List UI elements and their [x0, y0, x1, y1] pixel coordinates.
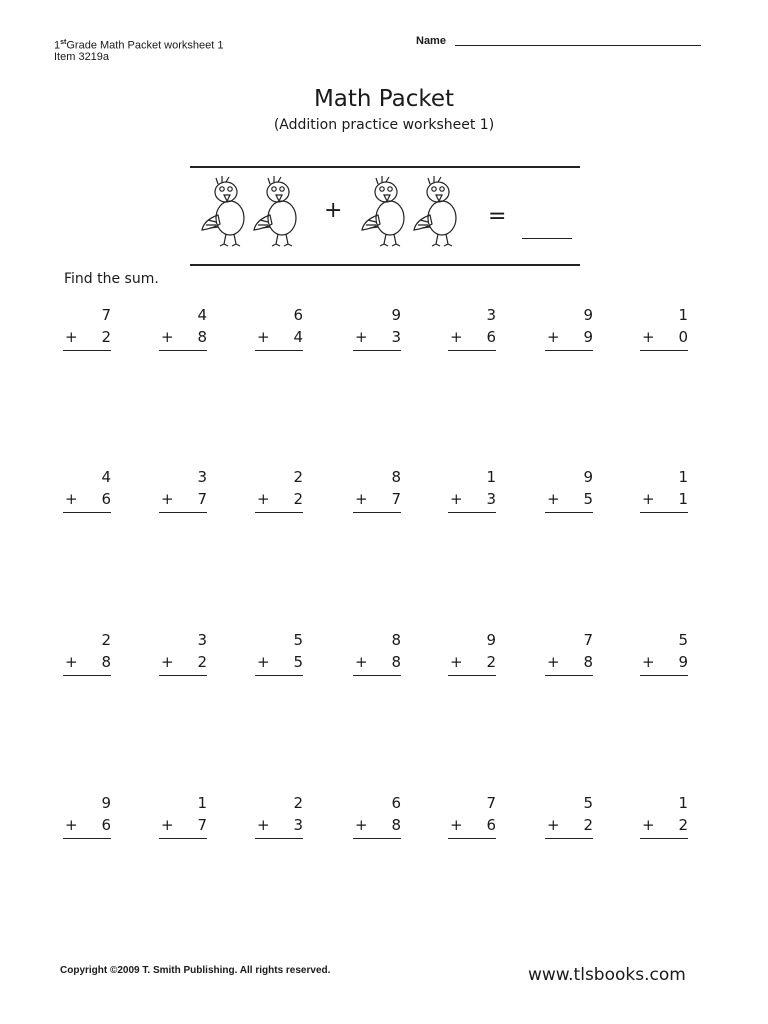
plus-operator: + — [450, 816, 463, 834]
problem-bottom-line — [63, 488, 111, 510]
problem-top-number: 6 — [293, 306, 303, 324]
plus-operator: + — [257, 653, 270, 671]
answer-line[interactable] — [448, 512, 496, 513]
answer-line[interactable] — [63, 350, 111, 351]
problem-top-number: 9 — [101, 794, 111, 812]
plus-operator: + — [161, 328, 174, 346]
answer-line[interactable] — [255, 512, 303, 513]
answer-line[interactable] — [159, 675, 207, 676]
plus-operator: + — [355, 816, 368, 834]
problem-top-number: 1 — [486, 468, 496, 486]
problem-bottom-line — [640, 488, 688, 510]
answer-line[interactable] — [640, 350, 688, 351]
plus-operator: + — [355, 328, 368, 346]
addition-problem — [640, 304, 688, 351]
answer-line[interactable] — [640, 838, 688, 839]
plus-operator: + — [161, 816, 174, 834]
grade-suffix: st — [60, 39, 67, 46]
bird-icon — [254, 176, 296, 246]
problem-top-number: 9 — [583, 306, 593, 324]
grade-number: 1 — [54, 39, 61, 52]
problem-bottom-line — [640, 651, 688, 673]
addition-problem — [353, 304, 401, 351]
example-answer-blank[interactable] — [522, 238, 572, 239]
problem-bottom-number: 8 — [583, 653, 593, 671]
problem-bottom-line — [255, 326, 303, 348]
problem-bottom-number: 3 — [293, 816, 303, 834]
answer-line[interactable] — [545, 350, 593, 351]
plus-operator: + — [450, 328, 463, 346]
example-top-rule — [190, 166, 580, 168]
problem-bottom-number: 8 — [391, 816, 401, 834]
answer-line[interactable] — [159, 838, 207, 839]
item-number: Item 3219a — [54, 51, 110, 63]
plus-sign: + — [324, 198, 343, 223]
answer-line[interactable] — [63, 512, 111, 513]
problem-bottom-line — [255, 651, 303, 673]
problem-bottom-line — [448, 651, 496, 673]
problem-top-number: 5 — [583, 794, 593, 812]
addition-problem — [448, 792, 496, 839]
problem-top-number: 2 — [293, 468, 303, 486]
answer-line[interactable] — [255, 350, 303, 351]
problem-top-number: 2 — [101, 631, 111, 649]
problem-top-number: 5 — [293, 631, 303, 649]
plus-operator: + — [355, 490, 368, 508]
answer-line[interactable] — [353, 350, 401, 351]
answer-line[interactable] — [63, 675, 111, 676]
problem-top-number: 2 — [293, 794, 303, 812]
problem-bottom-line — [545, 651, 593, 673]
plus-operator: + — [642, 328, 655, 346]
problem-bottom-number: 2 — [293, 490, 303, 508]
problem-top-number: 7 — [486, 794, 496, 812]
problem-bottom-line — [353, 814, 401, 836]
problem-bottom-number: 6 — [486, 328, 496, 346]
addition-problem — [159, 304, 207, 351]
addition-problem — [448, 466, 496, 513]
answer-line[interactable] — [545, 675, 593, 676]
problem-bottom-number: 2 — [583, 816, 593, 834]
addition-problem — [640, 466, 688, 513]
problem-bottom-line — [255, 814, 303, 836]
plus-operator: + — [547, 328, 560, 346]
problem-bottom-line — [448, 488, 496, 510]
plus-operator: + — [547, 816, 560, 834]
problem-bottom-number: 0 — [678, 328, 688, 346]
problem-bottom-number: 7 — [197, 490, 207, 508]
name-label: Name — [416, 35, 446, 47]
problem-top-number: 8 — [391, 468, 401, 486]
problem-top-number: 9 — [391, 306, 401, 324]
problem-top-number: 3 — [197, 631, 207, 649]
answer-line[interactable] — [545, 512, 593, 513]
addition-problem — [63, 304, 111, 351]
problem-bottom-line — [353, 488, 401, 510]
addition-problem — [448, 304, 496, 351]
answer-line[interactable] — [353, 838, 401, 839]
bird-icon — [362, 176, 404, 246]
addition-problem — [353, 466, 401, 513]
problem-bottom-line — [159, 814, 207, 836]
plus-operator: + — [547, 490, 560, 508]
problem-bottom-line — [63, 651, 111, 673]
problem-top-number: 9 — [486, 631, 496, 649]
problem-bottom-line — [448, 326, 496, 348]
problem-bottom-line — [255, 488, 303, 510]
problem-bottom-number: 8 — [197, 328, 207, 346]
problem-bottom-number: 8 — [391, 653, 401, 671]
problem-top-number: 8 — [391, 631, 401, 649]
plus-operator: + — [257, 816, 270, 834]
problem-bottom-number: 6 — [101, 490, 111, 508]
answer-line[interactable] — [353, 675, 401, 676]
problem-bottom-line — [353, 651, 401, 673]
plus-operator: + — [65, 328, 78, 346]
problem-top-number: 1 — [678, 794, 688, 812]
addition-problem — [353, 629, 401, 676]
addition-problem — [545, 629, 593, 676]
addition-problem — [448, 629, 496, 676]
plus-operator: + — [257, 328, 270, 346]
problem-bottom-number: 7 — [391, 490, 401, 508]
equals-sign: = — [488, 204, 507, 229]
problem-bottom-line — [159, 651, 207, 673]
problem-top-number: 3 — [486, 306, 496, 324]
problem-bottom-number: 2 — [486, 653, 496, 671]
problem-bottom-number: 2 — [101, 328, 111, 346]
answer-line[interactable] — [159, 350, 207, 351]
problem-bottom-number: 5 — [293, 653, 303, 671]
instruction-text: Find the sum. — [64, 271, 159, 287]
answer-line[interactable] — [255, 838, 303, 839]
addition-problem — [255, 629, 303, 676]
website-link[interactable]: www.tlsbooks.com — [528, 965, 686, 985]
answer-line[interactable] — [640, 675, 688, 676]
answer-line[interactable] — [255, 675, 303, 676]
problem-top-number: 3 — [197, 468, 207, 486]
plus-operator: + — [65, 653, 78, 671]
plus-operator: + — [450, 653, 463, 671]
plus-operator: + — [65, 816, 78, 834]
addition-problem — [255, 304, 303, 351]
problem-bottom-number: 6 — [486, 816, 496, 834]
problem-bottom-number: 6 — [101, 816, 111, 834]
problem-bottom-line — [545, 326, 593, 348]
problem-top-number: 7 — [583, 631, 593, 649]
problem-bottom-line — [640, 326, 688, 348]
answer-line[interactable] — [448, 838, 496, 839]
plus-operator: + — [642, 816, 655, 834]
addition-problem — [255, 466, 303, 513]
addition-problem — [159, 466, 207, 513]
plus-operator: + — [642, 490, 655, 508]
plus-operator: + — [161, 653, 174, 671]
problem-bottom-line — [448, 814, 496, 836]
problem-bottom-line — [545, 814, 593, 836]
packet-line: Grade Math Packet worksheet 1 — [66, 39, 224, 52]
addition-problem — [545, 792, 593, 839]
problem-bottom-line — [353, 326, 401, 348]
answer-line[interactable] — [545, 838, 593, 839]
problem-bottom-line — [159, 488, 207, 510]
problem-bottom-number: 9 — [583, 328, 593, 346]
plus-operator: + — [547, 653, 560, 671]
problem-bottom-number: 5 — [583, 490, 593, 508]
problem-bottom-line — [63, 326, 111, 348]
copyright-text: Copyright ©2009 T. Smith Publishing. All rights reserved. — [60, 965, 331, 976]
addition-problem — [640, 629, 688, 676]
problem-top-number: 4 — [101, 468, 111, 486]
addition-problem — [545, 466, 593, 513]
problem-bottom-number: 2 — [197, 653, 207, 671]
addition-problem — [353, 792, 401, 839]
name-field[interactable] — [455, 44, 701, 46]
bird-group-right — [356, 170, 470, 256]
problem-top-number: 1 — [197, 794, 207, 812]
addition-problem — [255, 792, 303, 839]
problem-bottom-number: 4 — [293, 328, 303, 346]
addition-problem — [159, 792, 207, 839]
plus-operator: + — [642, 653, 655, 671]
answer-line[interactable] — [159, 512, 207, 513]
addition-problem — [545, 304, 593, 351]
answer-line[interactable] — [353, 512, 401, 513]
answer-line[interactable] — [448, 350, 496, 351]
page-title: Math Packet — [313, 86, 455, 112]
problem-bottom-line — [545, 488, 593, 510]
problem-bottom-number: 9 — [678, 653, 688, 671]
plus-operator: + — [355, 653, 368, 671]
example-bottom-rule — [190, 264, 580, 266]
addition-problem — [159, 629, 207, 676]
problem-bottom-number: 3 — [486, 490, 496, 508]
answer-line[interactable] — [448, 675, 496, 676]
problem-top-number: 6 — [391, 794, 401, 812]
page-subtitle: (Addition practice worksheet 1) — [273, 117, 495, 133]
addition-problem — [63, 629, 111, 676]
addition-problem — [63, 792, 111, 839]
problem-bottom-number: 1 — [678, 490, 688, 508]
answer-line[interactable] — [63, 838, 111, 839]
answer-line[interactable] — [640, 512, 688, 513]
plus-operator: + — [257, 490, 270, 508]
plus-operator: + — [450, 490, 463, 508]
problem-bottom-number: 3 — [391, 328, 401, 346]
problem-bottom-number: 8 — [101, 653, 111, 671]
problem-bottom-number: 2 — [678, 816, 688, 834]
problem-top-number: 1 — [678, 468, 688, 486]
addition-problem — [640, 792, 688, 839]
problem-top-number: 9 — [583, 468, 593, 486]
bird-group-left — [196, 170, 310, 256]
addition-problem — [63, 466, 111, 513]
problem-top-number: 1 — [678, 306, 688, 324]
plus-operator: + — [161, 490, 174, 508]
bird-icon — [202, 176, 244, 246]
plus-operator: + — [65, 490, 78, 508]
problem-bottom-line — [63, 814, 111, 836]
problem-top-number: 5 — [678, 631, 688, 649]
bird-icon — [414, 176, 456, 246]
problem-bottom-line — [159, 326, 207, 348]
problem-bottom-line — [640, 814, 688, 836]
problem-bottom-number: 7 — [197, 816, 207, 834]
problem-top-number: 7 — [101, 306, 111, 324]
problem-top-number: 4 — [197, 306, 207, 324]
